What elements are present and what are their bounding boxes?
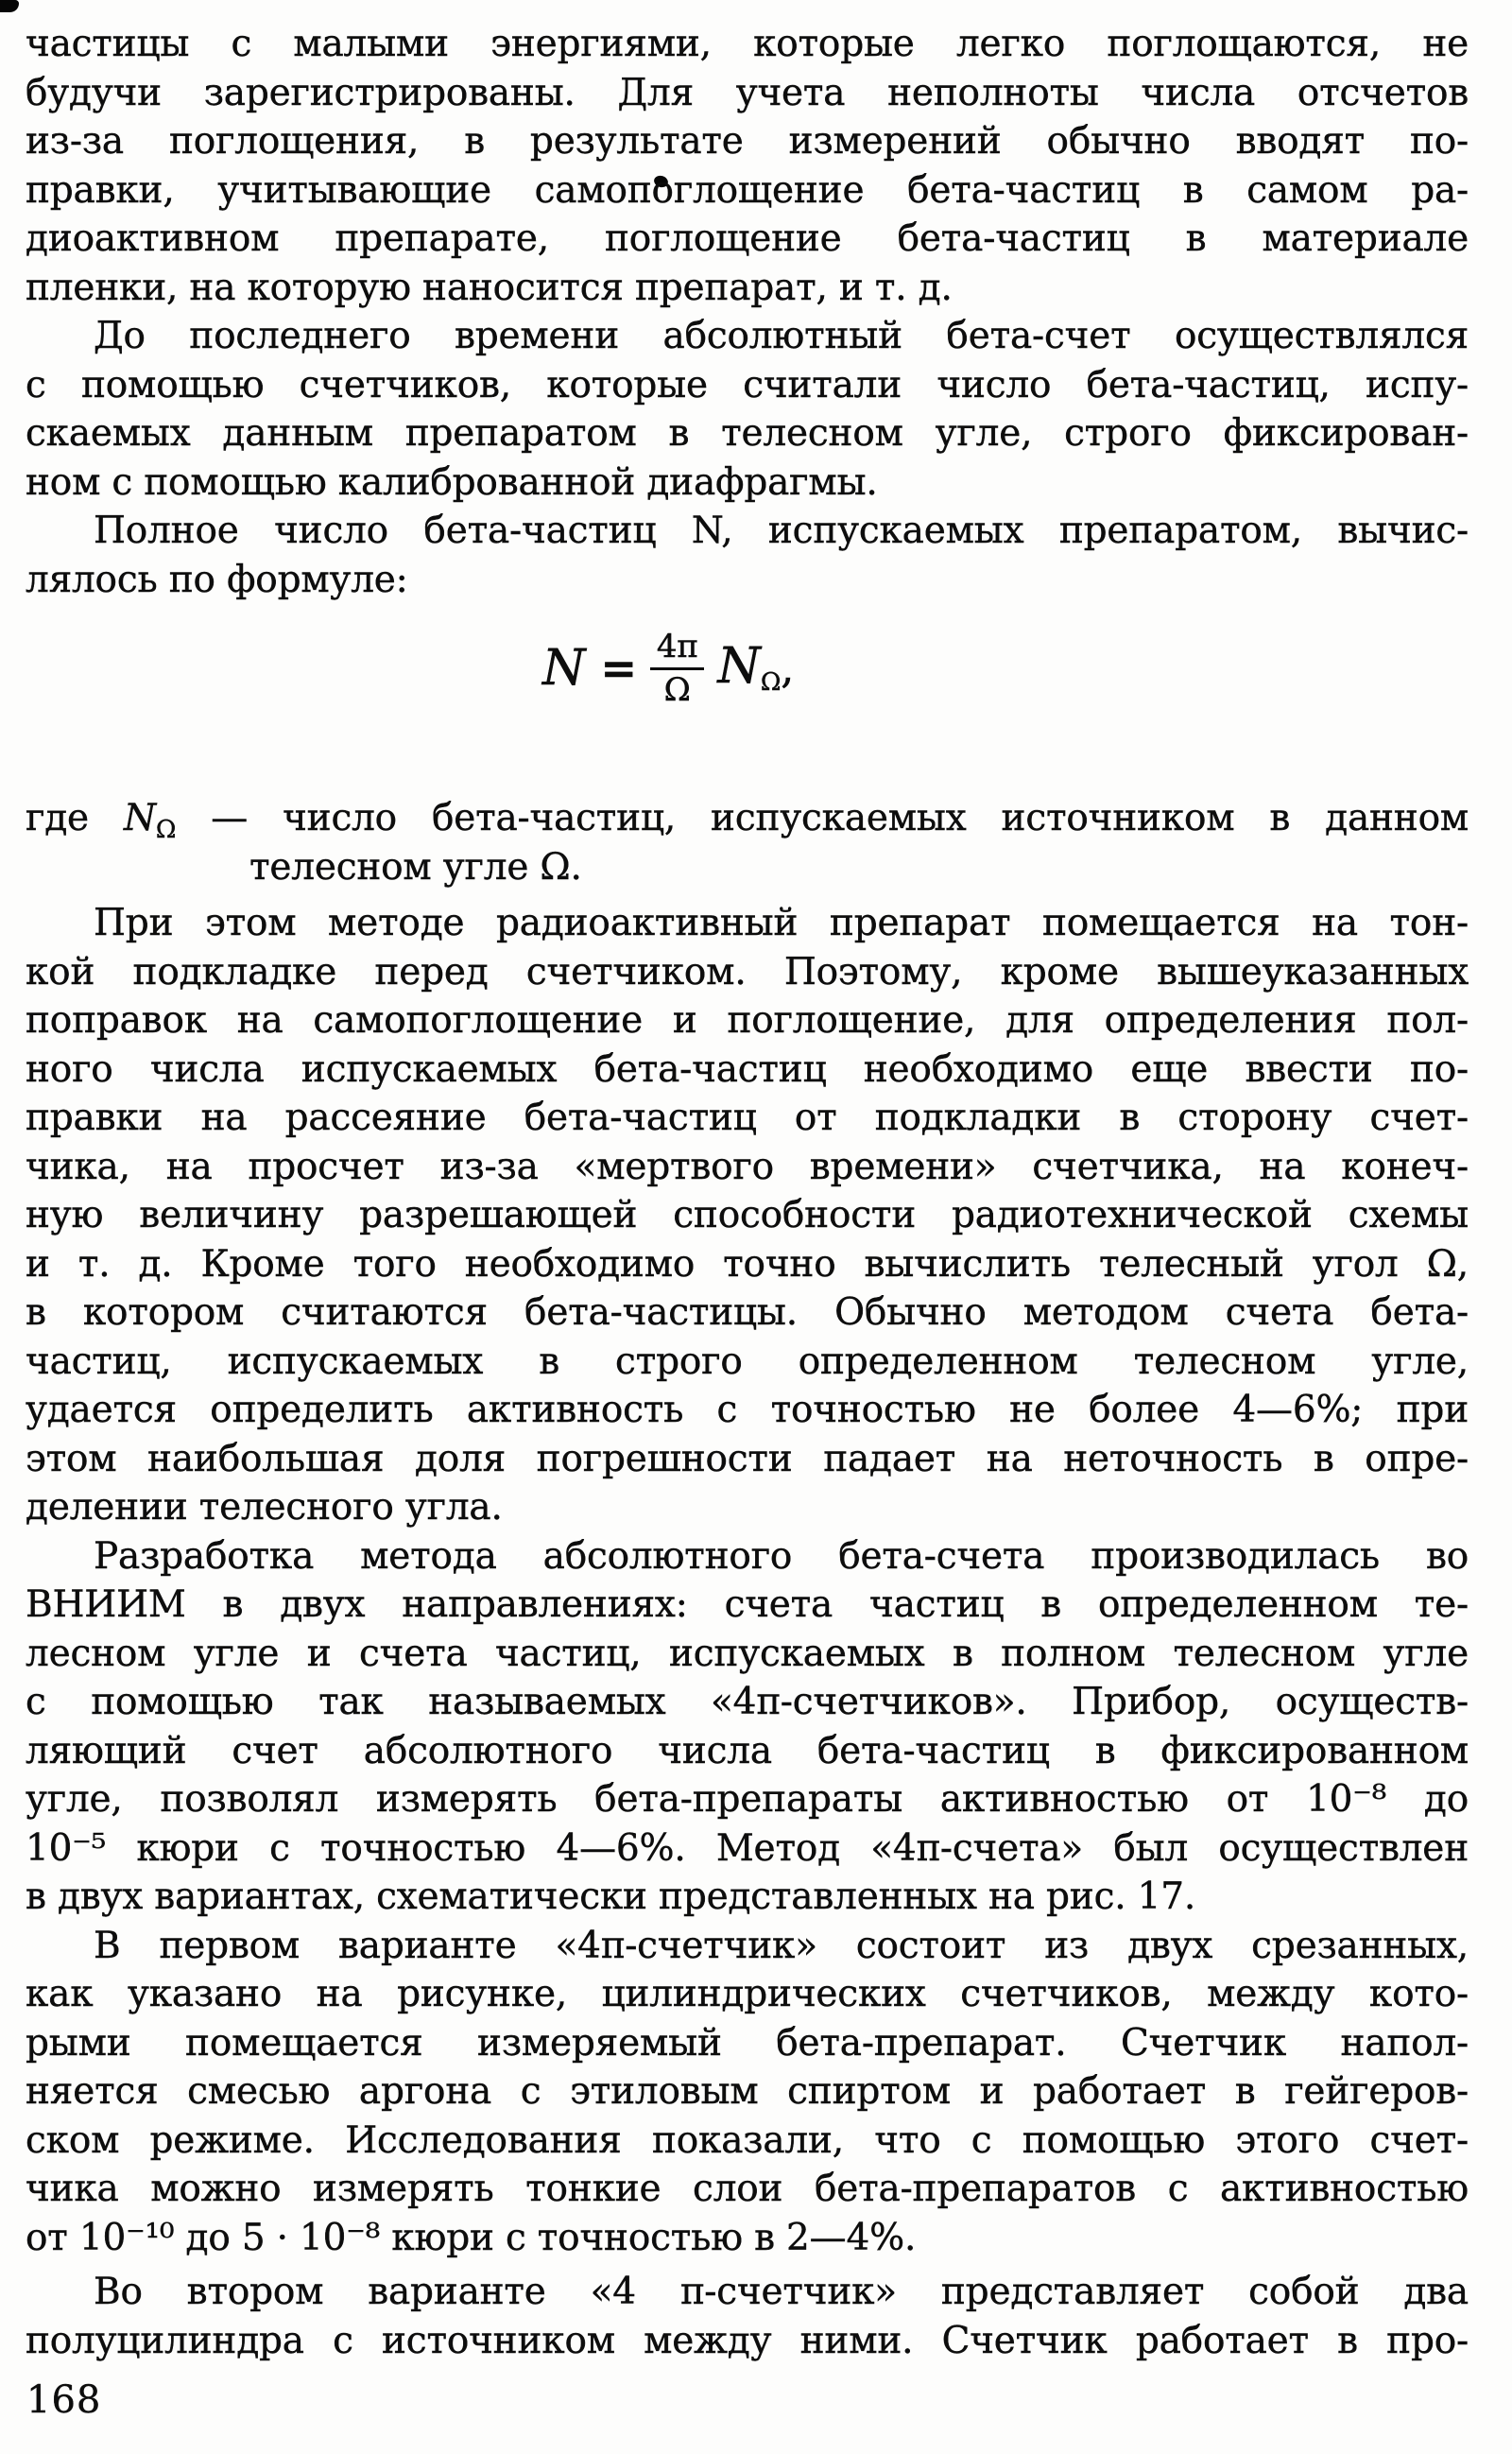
fraction-numerator: 4π [650,629,705,670]
text-line: диоактивном препарате, поглощение бета-частиц в материале [26,217,1469,260]
text-block-lower [26,899,1469,2365]
text-line: При этом методе радиоактивный препарат помещается на тон- [94,902,1469,944]
equals-sign: = [600,642,637,694]
paragraph [26,507,1469,604]
where-prefix: где [26,797,89,839]
paragraph [26,1532,1469,1922]
text-line: лялось по формуле: [26,558,408,601]
text-line: удается определить активность с точностью не более 4—6%; при [26,1389,1469,1431]
text-line: В первом варианте «4π-счетчик» состоит из двух срезанных, [94,1924,1469,1967]
formula-rhs-base: N [717,637,761,695]
text-line: ного числа испускаемых бета-частиц необходимо еще ввести по- [26,1047,1469,1091]
text-line: частиц, испускаемых в строго определенном телесном угле, [26,1339,1469,1383]
text-line: ляющий счет абсолютного числа бета-частиц в фиксированном [26,1729,1469,1772]
page-number: 168 [26,2378,102,2422]
text-line: ВНИИМ в двух направлениях: счета частиц в определенном те- [26,1583,1469,1626]
text-line: в двух вариантах, схематически представленных на рис. 17. [26,1875,1196,1918]
text-line: До последнего времени абсолютный бета-счет осуществлялся [94,315,1469,357]
text-line: Во втором варианте «4 π-счетчик» представляет собой два [94,2271,1469,2313]
text-line: правки, учитывающие самопоглощение бета-частиц в самом ра- [26,168,1469,212]
fraction [650,629,705,709]
text-line: скаемых данным препаратом в телесном угле, строго фиксирован- [26,412,1469,455]
formula-lhs: N [542,639,586,697]
formula [542,629,1469,709]
text-line: няется смесью аргона с этиловым спиртом и работает в гейгеров- [26,2070,1469,2113]
text-line: Разработка метода абсолютного бета-счета производилась во [94,1534,1469,1578]
text-line: чика, на просчет из-за «мертвого времени» счетчика, на конеч- [26,1145,1469,1188]
text-line: 10⁻⁵ кюри с точностью 4—6%. Метод «4π-счета» был осуществлен [26,1826,1469,1870]
text-line: ную величину разрешающей способности радиотехнической схемы [26,1194,1469,1236]
text-line: ском режиме. Исследования показали, что с помощью этого счет- [26,2118,1469,2162]
text-line: угле, позволял измерять бета-препараты активностью от 10⁻⁸ до [26,1778,1469,1821]
text-line: этом наибольшая доля погрешности падает на неточность в опре- [26,1437,1469,1480]
text-line: с помощью счетчиков, которые считали число бета-частиц, испу- [26,363,1469,406]
text-line: из-за поглощения, в результате измерений обычно вводят по- [26,120,1469,163]
text-line: Полное число бета-частиц N, испускаемых препаратом, вычис- [94,510,1469,552]
text-line: от 10⁻¹⁰ до 5 · 10⁻⁸ кюри с точностью в 2—4%. [26,2216,917,2259]
paragraph [26,2268,1469,2365]
formula-rhs [717,637,795,697]
text-line: ном с помощью калиброванной диафрагмы. [26,460,878,504]
text-column [26,20,1469,2365]
paragraph [26,20,1469,312]
where-description: — число бета-частиц, испускаемых источником в данном [211,797,1469,839]
formula-rhs-subscript: Ω [760,667,782,697]
text-line: рыми помещается измеряемый бета-препарат. Счетчик напол- [26,2021,1469,2065]
text-line: поправок на самопоглощение и поглощение, для определения пол- [26,999,1469,1042]
text-line: частицы с малыми энергиями, которые легко поглощаются, не [26,23,1469,65]
text-line: делении телесного угла. [26,1486,503,1529]
text-line: лесном угле и счета частиц, испускаемых в полном телесном угле [26,1632,1469,1675]
fraction-denominator: Ω [663,671,691,709]
text-block-upper [26,20,1469,604]
text-line: в котором считаются бета-частицы. Обычно методом счета бета- [26,1291,1469,1334]
scan-artifact-corner [0,0,19,12]
text-line: полуцилиндра с источником между ними. Счетчик работает в про- [26,2319,1469,2362]
paragraph [26,312,1469,507]
where-clause-line-1 [26,794,1469,843]
text-line: кой подкладке перед счетчиком. Поэтому, кроме вышеуказанных [26,950,1469,994]
text-line: пленки, на которую наносится препарат, и т. д. [26,266,953,309]
text-line: чика можно измерять тонкие слои бета-препаратов с активностью [26,2168,1469,2210]
paragraph [26,899,1469,1532]
where-variable: N [123,797,156,839]
text-line: будучи зарегистрированы. Для учета неполноты числа отсчетов [26,71,1469,114]
text-line: правки на рассеяние бета-частиц от подкладки в сторону счет- [26,1097,1469,1139]
text-line: и т. д. Кроме того необходимо точно вычислить телесный угол Ω, [26,1242,1469,1286]
where-clause-line-2: телесном угле Ω. [249,845,582,889]
text-line: с помощью так называемых «4π-счетчиков». Прибор, осуществ- [26,1681,1469,1723]
where-variable-subscript: Ω [155,816,177,844]
text-line: как указано на рисунке, цилиндрических счетчиков, между кото- [26,1973,1469,2015]
formula-comma: , [781,644,795,693]
paragraph [26,1922,1469,2263]
